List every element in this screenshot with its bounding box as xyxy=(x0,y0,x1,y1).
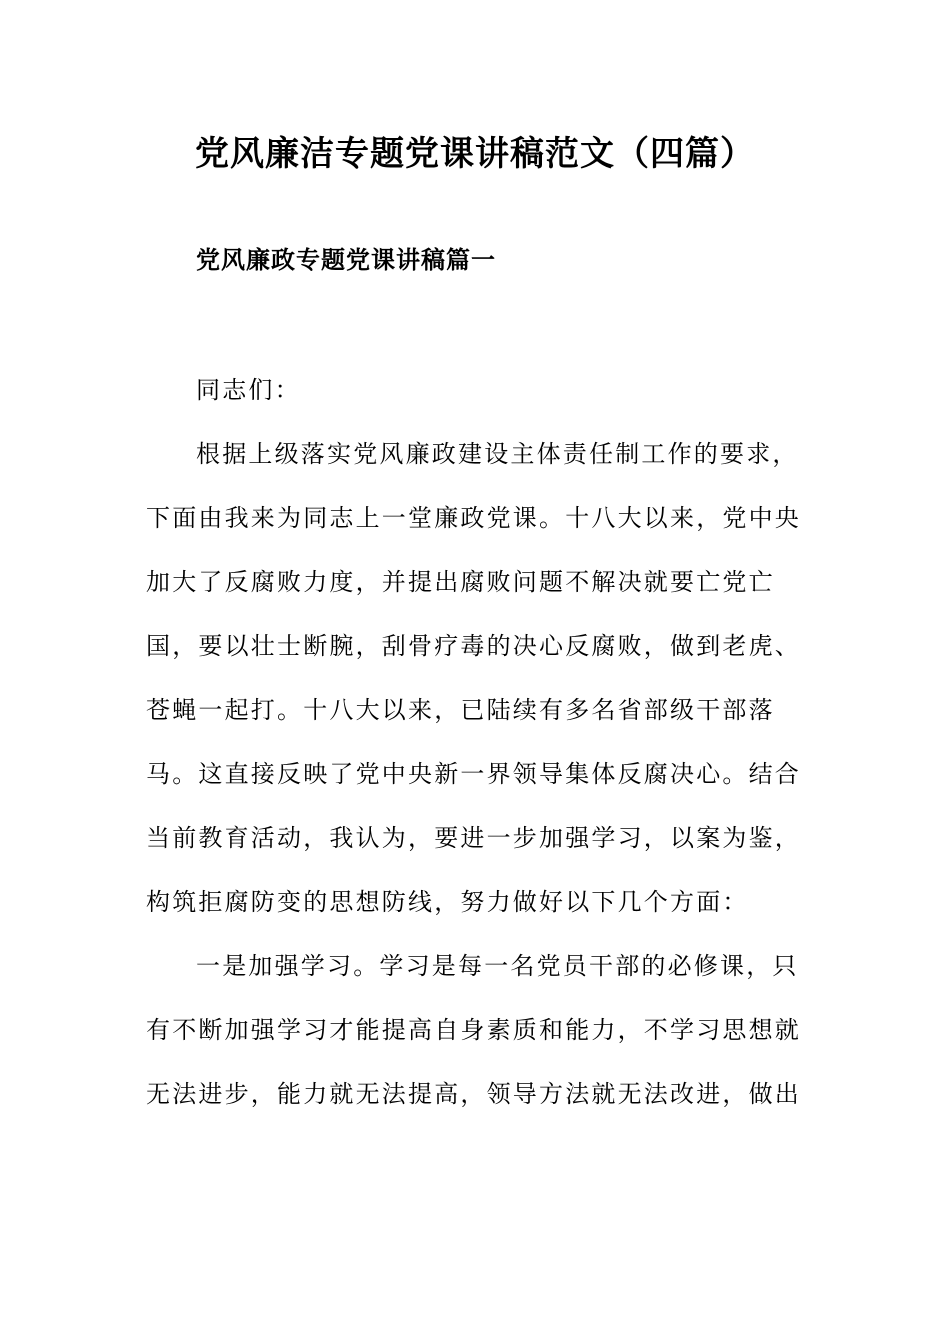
section-heading: 党风廉政专题党课讲稿篇一 xyxy=(196,245,496,274)
paragraph-1-line-1: 根据上级落实党风廉政建设主体责任制工作的要求， xyxy=(196,440,799,468)
paragraph-2-line-1: 一是加强学习。学习是每一名党员干部的必修课，只 xyxy=(196,952,799,980)
paragraph-1-line-4: 国，要以壮士断腕，刮骨疗毒的决心反腐败，做到老虎、 xyxy=(146,632,801,660)
salutation: 同志们： xyxy=(196,376,301,404)
body-text xyxy=(146,358,806,1126)
paragraph-1-line-8: 构筑拒腐防变的思想防线，努力做好以下几个方面： xyxy=(146,888,749,916)
paragraph-2-line-3: 无法进步，能力就无法提高，领导方法就无法改进，做出 xyxy=(146,1080,801,1108)
paragraph-2-line-2: 有不断加强学习才能提高自身素质和能力，不学习思想就 xyxy=(146,1016,801,1044)
paragraph-1-line-5: 苍蝇一起打。十八大以来，已陆续有多名省部级干部落 xyxy=(146,696,775,724)
document-title: 党风廉洁专题党课讲稿范文（四篇） xyxy=(195,134,755,174)
paragraph-1-line-3: 加大了反腐败力度，并提出腐败问题不解决就要亡党亡 xyxy=(146,568,775,596)
paragraph-1-line-7: 当前教育活动，我认为，要进一步加强学习，以案为鉴， xyxy=(146,824,801,852)
paragraph-1-line-2: 下面由我来为同志上一堂廉政党课。十八大以来，党中央 xyxy=(146,504,801,532)
paragraph-1-line-6: 马。这直接反映了党中央新一界领导集体反腐决心。结合 xyxy=(146,760,801,788)
